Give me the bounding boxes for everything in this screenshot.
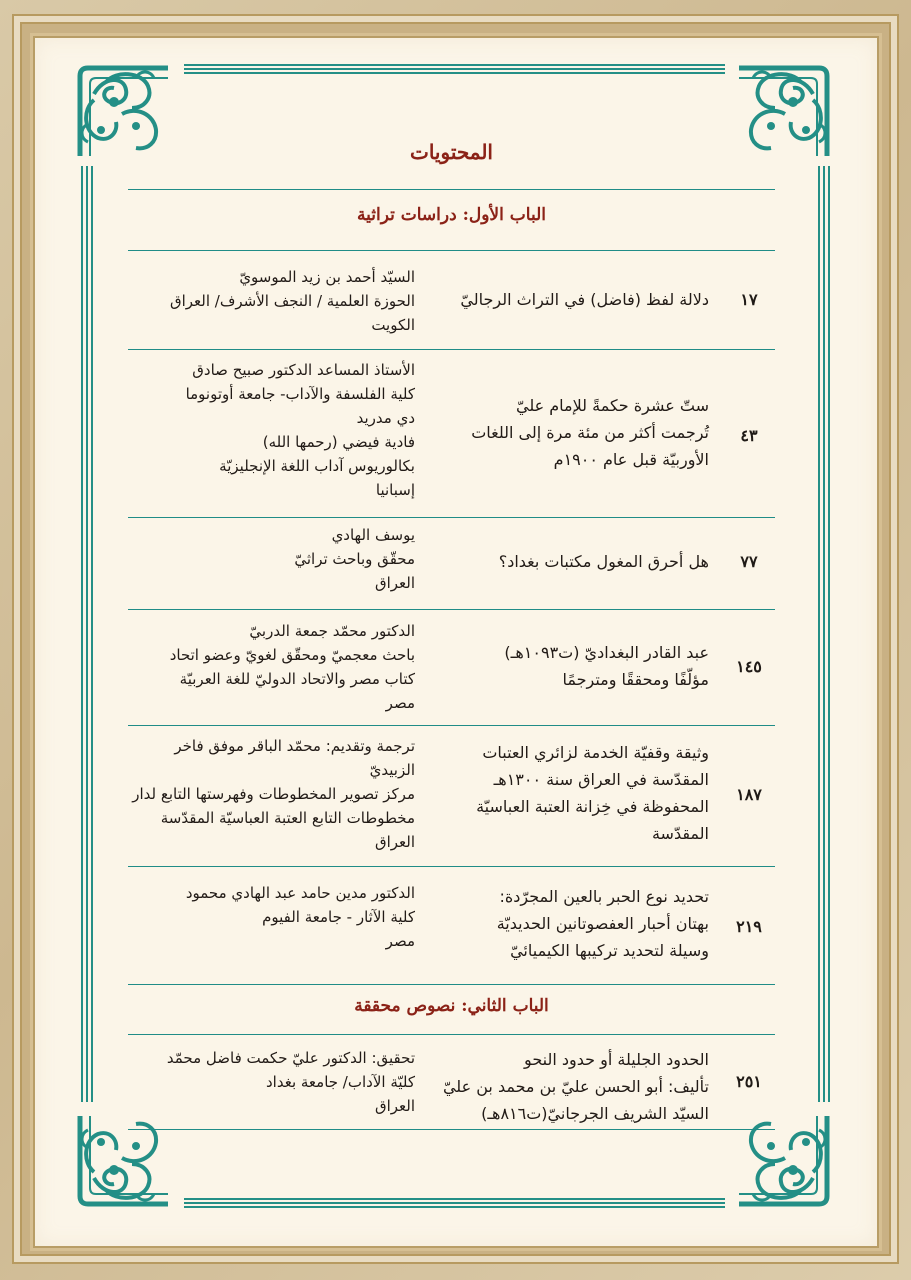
page-number: ١٨٧ [736,785,762,804]
author-line: الحوزة العلمية / النجف الأشرف/ العراق [169,292,415,310]
author-line: مصر [385,694,415,712]
entry-author [125,1046,415,1118]
entry-title [459,639,709,693]
author-line: العراق [374,1097,415,1115]
left-border-line-3 [91,166,93,1102]
title-line: تأليف: أبو الحسن عليّ بن محمد بن عليّ [442,1077,709,1096]
page-number: ١٤٥ [736,657,762,676]
author-line: دي مدريد [356,409,415,427]
bottom-border-line-3 [184,1206,725,1208]
entry-author [125,265,415,337]
toc-entry-4 [128,609,775,725]
toc-entry-7 [128,1034,775,1129]
author-line: إسبانيا [375,481,415,499]
author-line: تحقيق: الدكتور عليّ حكمت فاضل محمّد [166,1049,415,1067]
title-line: الأوربيّة قبل عام ١٩٠٠م [553,450,709,469]
section-heading-1: الباب الأول: دراسات تراثية [357,205,546,225]
title-line: وسيلة لتحديد تركيبها الكيميائيّ [510,941,709,960]
bottom-border-line-1 [184,1198,725,1200]
entry-title [459,883,709,964]
author-line: مركز تصوير المخطوطات وفهرستها التابع لدار [132,785,415,803]
author-line: العراق [374,833,415,851]
right-border-line-3 [828,166,830,1102]
entry-author [125,619,415,715]
title-line: ستّ عشرة حكمةً للإمام عليّ [516,396,709,415]
title-line: السيّد الشريف الجرجانيّ(ت٨١٦هـ) [481,1104,709,1123]
page-number: ٧٧ [740,552,758,571]
page-number: ١٧ [740,290,758,309]
author-line: كلية الآثار - جامعة الفيوم [262,908,415,926]
title-line: المقدّسة في العراق سنة ١٣٠٠هـ [493,770,709,789]
title-line: الحدود الجليلة أو حدود النحو [524,1050,709,1069]
title-line: المحفوظة في خِزانة العتبة العباسيّة [476,797,709,816]
title-line: دلالة لفظ (فاضل) في التراث الرجاليّ [460,290,709,309]
author-line: الزبيديّ [369,761,415,779]
title-line: وثيقة وقفيّة الخدمة لزائري العتبات [482,743,709,762]
left-border-line-1 [81,166,83,1102]
title-line: هل أحرق المغول مكتبات بغداد؟ [498,552,709,571]
entry-author [125,881,415,953]
entry-title [459,739,709,847]
title-line: مؤلّفًا ومحققًا ومترجمًا [562,670,709,689]
author-line: ترجمة وتقديم: محمّد الباقر موفق فاخر [174,737,415,755]
author-line: مصر [385,932,415,950]
author-line: السيّد أحمد بن زيد الموسويّ [239,268,415,286]
author-line: الكويت [371,316,415,334]
top-border-line-1 [184,64,725,66]
toc-entry-5 [128,725,775,866]
entry-title [459,392,709,473]
author-line: باحث معجميّ ومحقّق لغويّ وعضو اتحاد [169,646,415,664]
author-line: الدكتور مدين حامد عبد الهادي محمود [185,884,415,902]
title-line: تحديد نوع الحبر بالعين المجرّدة: [499,887,709,906]
divider-top-title [128,189,775,190]
divider-bottom [128,1129,775,1130]
entry-author [125,734,415,854]
right-border-line-2 [823,166,825,1102]
section-heading-2: الباب الثاني: نصوص محققة [354,996,549,1016]
author-line: يوسف الهادي [331,526,415,544]
top-border-line-3 [184,72,725,74]
divider-entry-6 [128,984,775,985]
toc-entry-3 [128,517,775,609]
toc-entry-2 [128,349,775,517]
title-line: عبد القادر البغداديّ (ت١٠٩٣هـ) [504,643,709,662]
page-number: ٤٣ [740,426,758,445]
right-border-line-1 [818,166,820,1102]
page-number: ٢١٩ [736,917,762,936]
page-number: ٢٥١ [736,1072,762,1091]
author-line: كليّة الآداب/ جامعة بغداد [265,1073,415,1091]
entry-title [442,1046,709,1127]
left-border-line-2 [86,166,88,1102]
title-line: تُرجمت أكثر من مئة مرة إلى اللغات [471,423,709,442]
contents-page [128,126,775,1136]
toc-entry-1 [128,250,775,349]
bottom-border-line-2 [184,1202,725,1204]
author-line: فادية فيضي (رحمها الله) [262,433,415,451]
top-border-line-2 [184,68,725,70]
author-line: العراق [374,574,415,592]
page-title: المحتويات [410,140,493,164]
author-line: كلية الفلسفة والآداب- جامعة أوتونوما [185,385,415,403]
author-line: كتاب مصر والاتحاد الدوليّ للغة العربيّة [179,670,415,688]
author-line: الأستاذ المساعد الدكتور صبيح صادق [192,361,415,379]
toc-entry-6 [128,866,775,984]
entry-author [125,523,415,595]
title-line: المقدّسة [651,824,709,843]
title-line: بهتان أحبار العفصوتانين الحديديّة [496,914,709,933]
entry-title [459,286,709,313]
author-line: الدكتور محمّد جمعة الدربيّ [249,622,415,640]
author-line: محقّق وباحث تراثيّ [294,550,415,568]
entry-author [125,358,415,502]
author-line: بكالوريوس آداب اللغة الإنجليزيّة [219,457,415,475]
entry-title [459,548,709,575]
author-line: مخطوطات التابع العتبة العباسيّة المقدّسة [160,809,415,827]
